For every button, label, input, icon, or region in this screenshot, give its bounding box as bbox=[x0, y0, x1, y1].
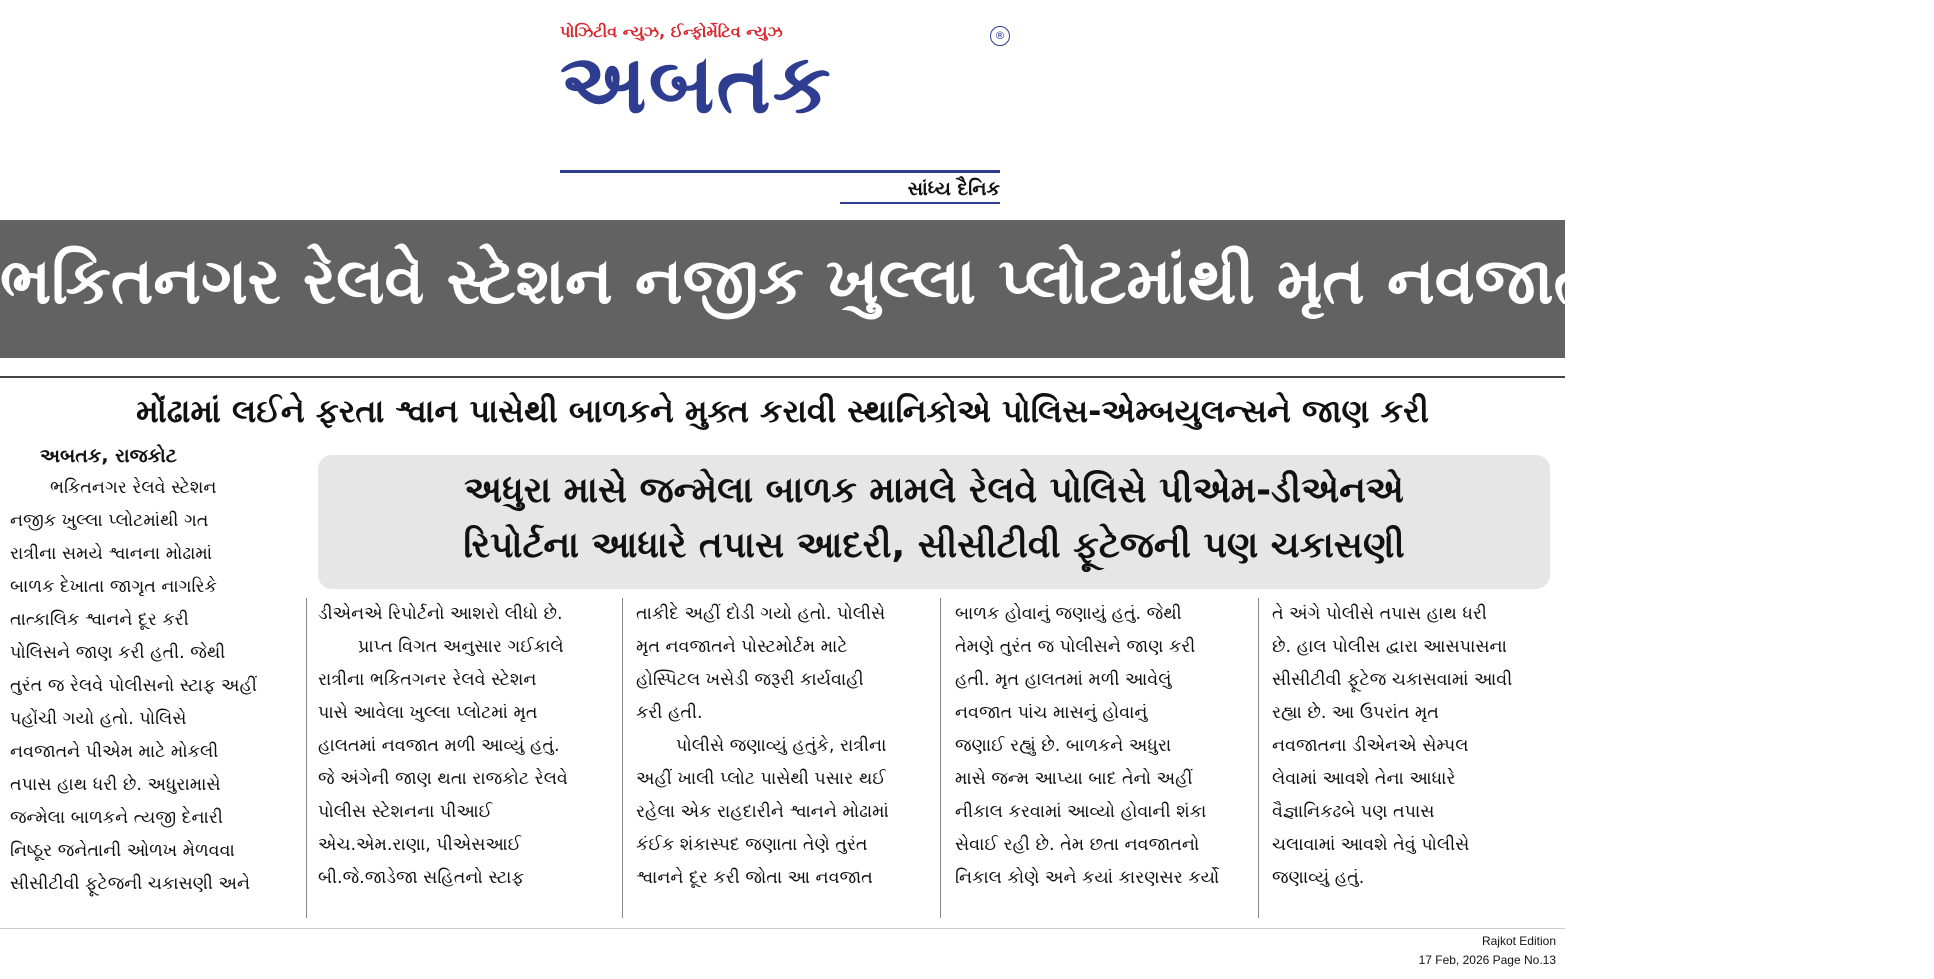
article-text-line: પહોંચી ગયો હતો. પોલિસે bbox=[10, 709, 187, 729]
article-text-line: જણાવ્યું હતું. bbox=[1272, 868, 1365, 888]
article-text-line: કરી હતી. bbox=[636, 703, 703, 723]
article-text-line: એચ.એમ.રાણા, પીએસઆઈ bbox=[318, 835, 522, 855]
article-text-line: નવજાત પાંચ માસનું હોવાનું bbox=[955, 703, 1148, 723]
article-text-line: નવજાતના ડીએનએ સેમ્પલ bbox=[1272, 736, 1469, 756]
article-text-line: અહીં ખાલી પ્લોટ પાસેથી પસાર થઈ bbox=[636, 769, 886, 789]
article-text-line: જન્મેલા બાળકને ત્યજી દેનારી bbox=[10, 808, 223, 828]
article-text-line: હોસ્પિટલ ખસેડી જરૂરી કાર્યવાહી bbox=[636, 670, 864, 690]
article-text-line: પોલિસને જાણ કરી હતી. જેથી bbox=[10, 643, 226, 663]
subtitle-underline bbox=[840, 202, 1000, 204]
article-dateline: અબતક, રાજકોટ bbox=[40, 445, 177, 467]
article-text-line: તપાસ હાથ ધરી છે. અધુરામાસે bbox=[10, 775, 221, 795]
article-text-line: પ્રાપ્ત વિગત અનુસાર ગઈકાલે bbox=[358, 637, 564, 657]
logo-underline bbox=[560, 170, 1000, 173]
article-text-line: બાળક દેખાતા જાગૃત નાગરિકે bbox=[10, 577, 217, 597]
article-text-line: મૃત નવજાતને પોસ્ટમોર્ટમ માટે bbox=[636, 637, 848, 657]
article-text-line: નીકાલ કરવામાં આવ્યો હોવાની શંકા bbox=[955, 802, 1207, 822]
article-text-line: બાળક હોવાનું જણાયું હતું. જેથી bbox=[955, 604, 1182, 624]
column-divider bbox=[622, 598, 623, 918]
article-text-line: તુરંત જ રેલવે પોલીસનો સ્ટાફ અહીં bbox=[10, 676, 257, 696]
article-text-line: માસે જન્મ આપ્યા બાદ તેનો અહીં bbox=[955, 769, 1193, 789]
article-text-line: પોલીસ સ્ટેશનના પીઆઈ bbox=[318, 802, 493, 822]
article-text-line: નિકાલ કોણે અને કયાં કારણસર કર્યો bbox=[955, 868, 1220, 888]
footer-divider bbox=[0, 928, 1565, 929]
article-text-line: ચલાવામાં આવશે તેવું પોલીસે bbox=[1272, 835, 1470, 855]
article-column-3 bbox=[636, 598, 926, 895]
page-info: 17 Feb, 2026 Page No.13 bbox=[1418, 953, 1556, 967]
masthead-subtitle: સાંધ્ય દૈનિક bbox=[907, 178, 1000, 200]
article-text-line: નજીક ખુલ્લા પ્લોટમાંથી ગત bbox=[10, 511, 209, 531]
column-divider bbox=[306, 598, 307, 918]
article-text-line: સીસીટીવી ફૂટેજ ચકાસવામાં આવી bbox=[1272, 670, 1513, 690]
article-column-4 bbox=[955, 598, 1245, 895]
newspaper-logo: અબતક bbox=[560, 37, 833, 132]
kicker-divider bbox=[0, 376, 1565, 378]
article-text-line: જે અંગેની જાણ થતા રાજકોટ રેલવે bbox=[318, 769, 568, 789]
article-text-line: પાસે આવેલા ખુલ્લા પ્લોટમાં મૃત bbox=[318, 703, 538, 723]
article-text-line: નિષ્ઠૂર જનેતાની ઓળખ મેળવવા bbox=[10, 841, 235, 861]
article-headline: ભકિતનગર રેલવે સ્ટેશન નજીક ખુલ્લા પ્લોટમાંથી મૃત નવજાત બાળક મળ્યું bbox=[0, 245, 1934, 319]
column-divider bbox=[1258, 598, 1259, 918]
article-text-line: હતી. મૃત હાલતમાં મળી આવેલું bbox=[955, 670, 1172, 690]
article-text-line: રહેલા એક રાહદારીને શ્વાનને મોઢામાં bbox=[636, 802, 889, 822]
article-kicker: મોંઢામાં લઈને ફરતા શ્વાન પાસેથી બાળકને મુક્ત કરાવી સ્થાનિકોએ પોલિસ-એમ્બયુલન્સને જાણ કરી bbox=[136, 392, 1429, 430]
registered-mark-icon: ® bbox=[990, 26, 1010, 46]
article-text-line: તે અંગે પોલીસે તપાસ હાથ ધરી bbox=[1272, 604, 1487, 624]
article-text-line: રાત્રીના સમયે શ્વાનના મોઢામાં bbox=[10, 544, 213, 564]
subhead-line-1: અધુરા માસે જન્મેલા બાળક મામલે રેલવે પોલિસે પીએમ-ડીએનએ bbox=[464, 470, 1404, 511]
article-text-line: તાકીદે અહીં દોડી ગયો હતો. પોલીસે bbox=[636, 604, 886, 624]
article-text-line: તાત્કાલિક શ્વાનને દૂર કરી bbox=[10, 610, 189, 630]
article-column-2 bbox=[318, 598, 608, 895]
article-text-line: જણાઈ રહ્યું છે. બાળકને અધુરા bbox=[955, 736, 1172, 756]
article-text-line: ભકિતનગર રેલવે સ્ટેશન bbox=[50, 478, 217, 498]
article-text-line: સીસીટીવી ફૂટેજની ચકાસણી અને bbox=[10, 874, 251, 894]
article-text-line: રહ્યા છે. આ ઉપરાંત મૃત bbox=[1272, 703, 1439, 723]
article-text-line: શ્વાનને દૂર કરી જોતા આ નવજાત bbox=[636, 868, 873, 888]
edition-label: Rajkot Edition bbox=[1481, 934, 1556, 948]
article-text-line: છે. હાલ પોલીસ દ્વારા આસપાસના bbox=[1272, 637, 1507, 657]
article-text-line: નવજાતને પીએમ માટે મોકલી bbox=[10, 742, 219, 762]
article-text-line: કંઈક શંકાસ્પદ જણાતા તેણે તુરંત bbox=[636, 835, 868, 855]
subhead-line-2: રિપોર્ટના આધારે તપાસ આદરી, સીસીટીવી ફૂટેજની પણ ચકાસણી bbox=[463, 525, 1405, 566]
article-text-line: તેમણે તુરંત જ પોલીસને જાણ કરી bbox=[955, 637, 1196, 657]
article-text-line: વૈજ્ઞાનિકઢબે પણ તપાસ bbox=[1272, 802, 1435, 822]
article-column-1 bbox=[10, 472, 295, 901]
article-text-line: હાલતમાં નવજાત મળી આવ્યું હતું. bbox=[318, 736, 560, 756]
article-text-line: લેવામાં આવશે તેના આધારે bbox=[1272, 769, 1456, 789]
column-divider bbox=[940, 598, 941, 918]
article-text-line: સેવાઈ રહી છે. તેમ છતા નવજાતનો bbox=[955, 835, 1200, 855]
article-column-5 bbox=[1272, 598, 1562, 895]
masthead-tagline: પોઝિટીવ ન્યુઝ, ઈન્ફોર્મેટિવ ન્યુઝ bbox=[560, 22, 783, 41]
article-text-line: બી.જે.જાડેજા સહિતનો સ્ટાફ bbox=[318, 868, 524, 888]
article-text-line: પોલીસે જણાવ્યું હતુંકે, રાત્રીના bbox=[676, 736, 887, 756]
article-text-line: ડીએનએ રિપોર્ટનો આશરો લીધો છે. bbox=[318, 604, 563, 624]
article-text-line: રાત્રીના ભકિતગનર રેલવે સ્ટેશન bbox=[318, 670, 537, 690]
